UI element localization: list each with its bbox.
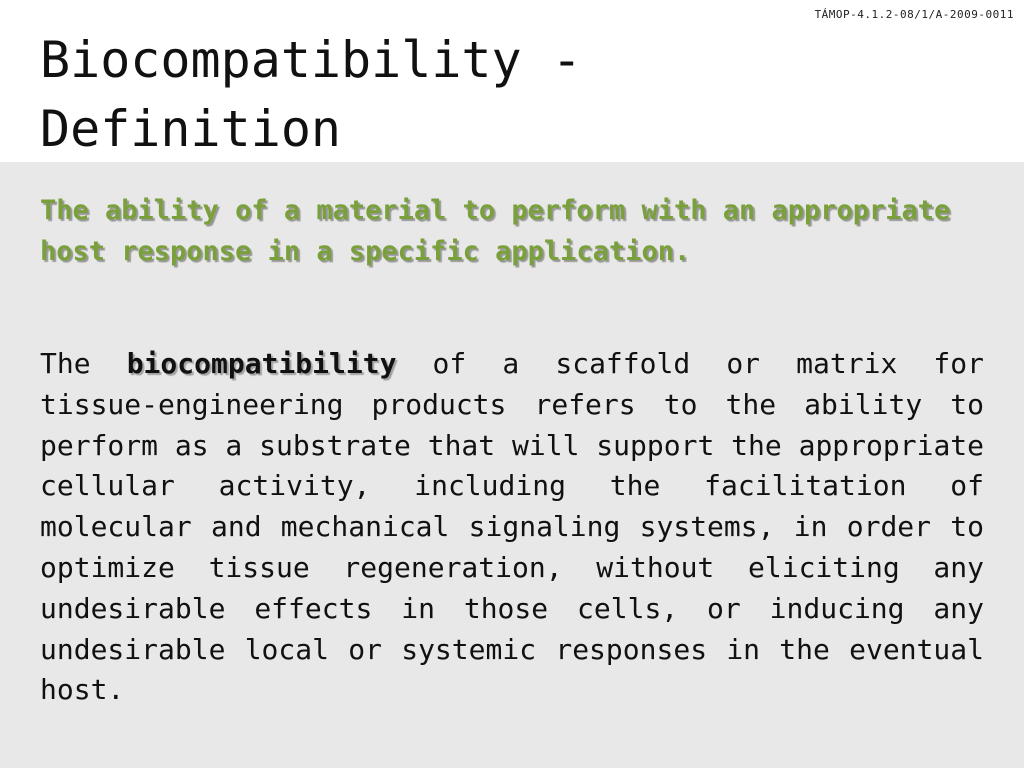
- body-prefix: The: [40, 347, 127, 380]
- definition-text: The ability of a material to perform with an appropriate host response in a specific application.: [40, 195, 951, 267]
- keyword-biocompatibility: biocompatibility: [126, 347, 397, 380]
- title-line-1: Biocompatibility -: [40, 31, 582, 89]
- project-code: TÁMOP-4.1.2-08/1/A-2009-0011: [814, 8, 1014, 21]
- title-line-2: Definition: [40, 100, 342, 158]
- content-panel: [0, 162, 1024, 768]
- body-rest: of a scaffold or matrix for tissue-engineering products refers to the ability to perform as a substrate that will support the appropriate cellular activity, including the facilitation of molecular and mechanical signaling systems, in order to optimize tissue regeneration, without eliciting any undesirable effects in those cells, or inducing any undesirable local or systemic responses in the eventual host.: [40, 347, 985, 707]
- body-paragraph: [40, 344, 984, 711]
- slide-title: [40, 26, 980, 164]
